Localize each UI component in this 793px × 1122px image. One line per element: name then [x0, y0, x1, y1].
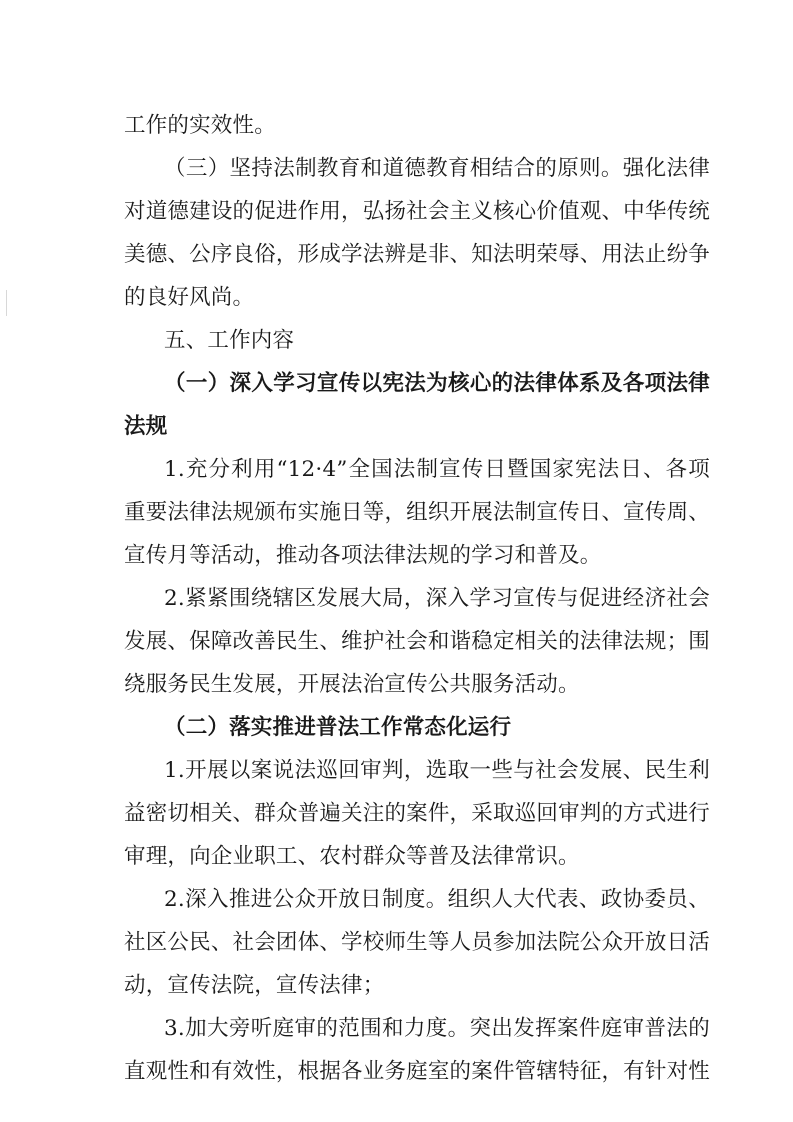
- paragraph-line: 3.加大旁听庭审的范围和力度。突出发挥案件庭审普法的: [164, 1016, 710, 1041]
- paragraph-line: 绕服务民生发展，开展法治宣传公共服务活动。: [124, 672, 580, 697]
- paragraph-line: （三）坚持法制教育和道德教育相结合的原则。强化法律: [164, 156, 710, 181]
- scan-artifact: [6, 290, 7, 316]
- paragraph-line: 2.紧紧围绕辖区发展大局，深入学习宣传与促进经济社会: [164, 586, 710, 611]
- paragraph-line: 1.开展以案说法巡回审判，选取一些与社会发展、民生利: [164, 758, 710, 783]
- subsection-heading: （一）深入学习宣传以宪法为核心的法律体系及各项法律: [164, 371, 710, 396]
- subsection-heading: （二）落实推进普法工作常态化运行: [164, 715, 512, 740]
- paragraph-line: 重要法律法规颁布实施日等，组织开展法制宣传日、宣传周、: [124, 500, 710, 525]
- paragraph-line: 审理，向企业职工、农村群众等普及法律常识。: [124, 844, 580, 869]
- paragraph-line: 1.充分利用“12·4”全国法制宣传日暨国家宪法日、各项: [164, 457, 710, 482]
- subsection-heading-cont: 法规: [124, 414, 168, 439]
- section-heading: 五、工作内容: [164, 328, 295, 353]
- paragraph-line: 益密切相关、群众普遍关注的案件，采取巡回审判的方式进行: [124, 801, 710, 826]
- paragraph-line: 社区公民、社会团体、学校师生等人员参加法院公众开放日活: [124, 930, 710, 955]
- paragraph-line: 动，宣传法院，宣传法律；: [124, 973, 385, 998]
- paragraph-line: 2.深入推进公众开放日制度。组织人大代表、政协委员、: [164, 887, 710, 912]
- paragraph-line: 直观性和有效性，根据各业务庭室的案件管辖特征，有针对性: [124, 1059, 710, 1084]
- paragraph-line: 的良好风尚。: [124, 285, 255, 310]
- paragraph-line: 美德、公序良俗，形成学法辨是非、知法明荣辱、用法止纷争: [124, 242, 710, 267]
- paragraph-line: 宣传月等活动，推动各项法律法规的学习和普及。: [124, 543, 602, 568]
- paragraph-line: 对道德建设的促进作用，弘扬社会主义核心价值观、中华传统: [124, 199, 710, 224]
- paragraph-line: 工作的实效性。: [124, 113, 276, 138]
- paragraph-line: 发展、保障改善民生、维护社会和谐稳定相关的法律法规；围: [124, 629, 710, 654]
